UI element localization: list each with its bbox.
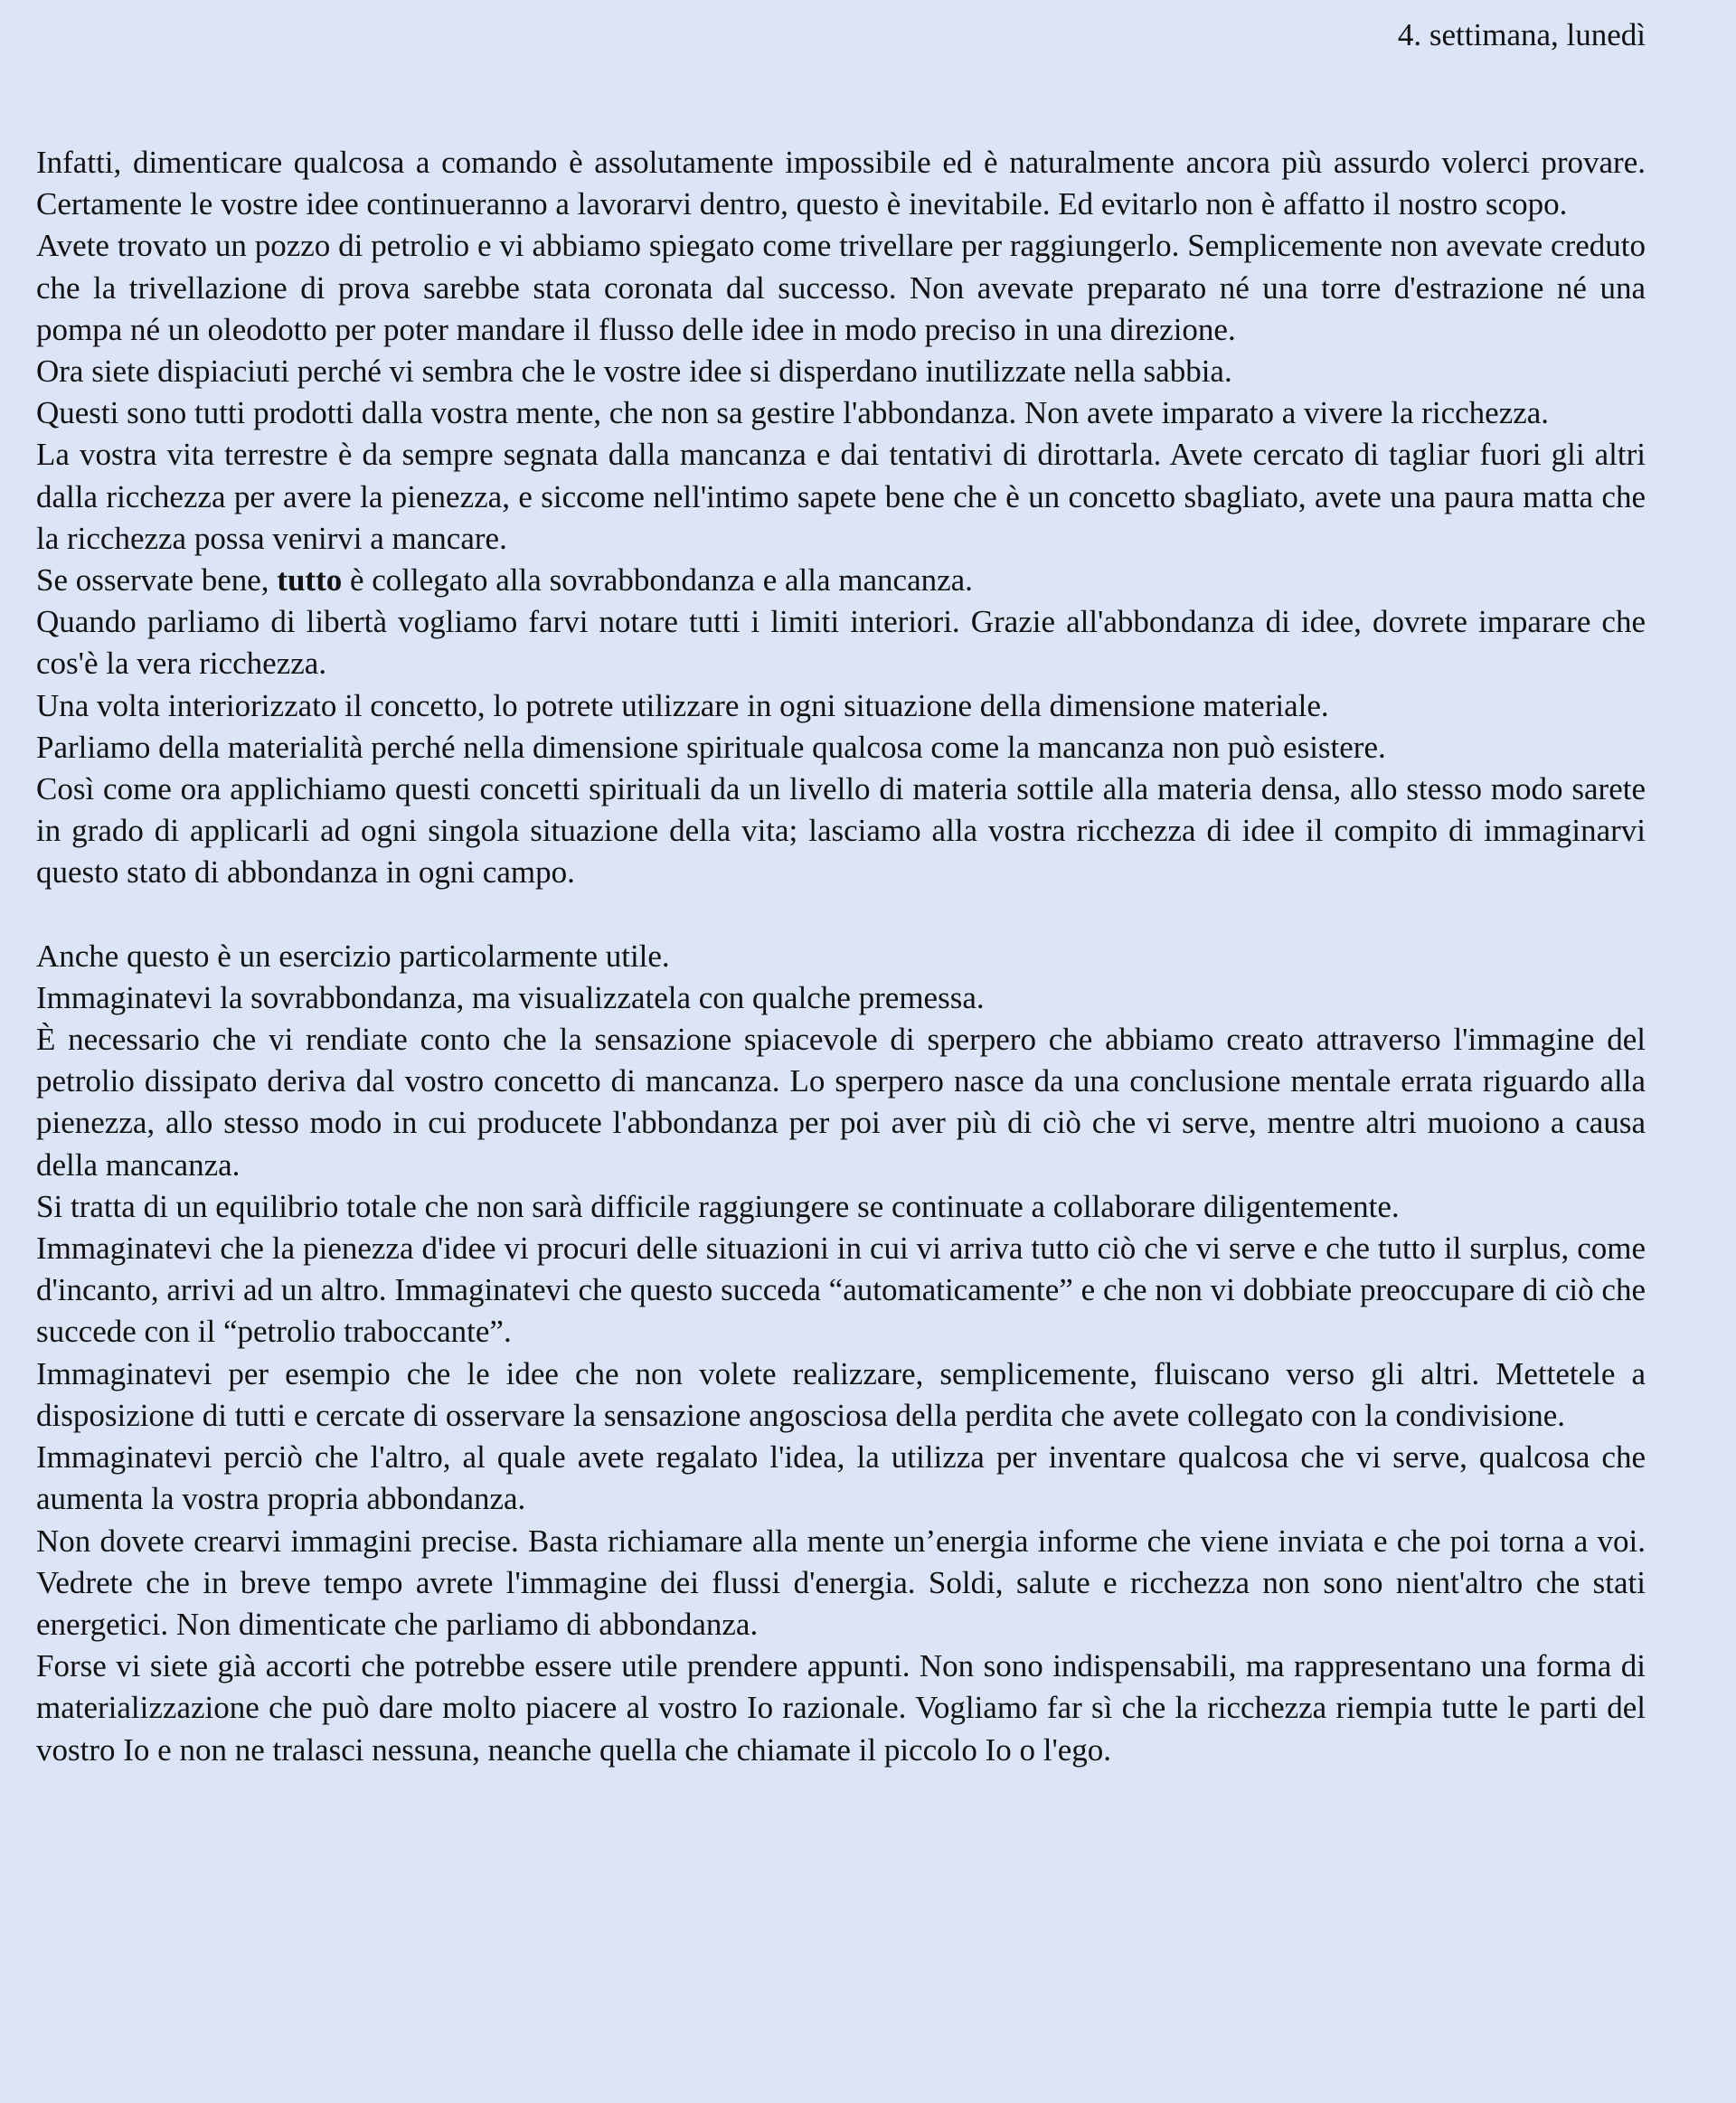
page-header [1398, 14, 1646, 56]
page-title: 4. settimana, lunedì [1397, 17, 1646, 52]
paragraph: È necessario che vi rendiate conto che la sensazione spiacevole di sperpero che abbiamo creato attraverso l'immagine del petrolio dissipato deriva dal vostro concetto di mancanza. Lo sperpero nasce da una conclusione mentale errata riguardo alla pienezza, allo stesso modo in cui producete l'abbondanza per poi aver più di ciò che vi serve, mentre altri muoiono a causa della mancanza. [36, 1022, 1646, 1183]
paragraph: Infatti, dimenticare qualcosa a comando è assolutamente impossibile ed è naturalmente ancora più assurdo volerci provare. Certamente le vostre idee continueranno a lavorarvi dentro, questo è inevitabile. Ed evitarlo non è affatto il nostro scopo. [36, 145, 1646, 222]
section-spacer [36, 894, 1646, 936]
paragraph: Immaginatevi che la pienezza d'idee vi procuri delle situazioni in cui vi arriva tutto ciò che vi serve e che tutto il surplus, come d'incanto, arrivi ad un altro. Immaginatevi che questo succeda “automaticamente” e che non vi dobbiate preoccupare di ciò che succede con il “petrolio traboccante”. [36, 1231, 1646, 1350]
paragraph: Questi sono tutti prodotti dalla vostra mente, che non sa gestire l'abbondanza. Non avete imparato a vivere la ricchezza. [36, 395, 1550, 431]
emphasis-text-before: Se osservate bene, [36, 562, 278, 599]
section-2 [36, 936, 1646, 1771]
emphasis-bold-word: tutto [277, 562, 343, 599]
paragraph: Forse vi siete già accorti che potrebbe essere utile prendere appunti. Non sono indispensabili, ma rappresentano una forma di materializzazione che può dare molto piacere al vostro Io razionale. Vogliamo far sì che la ricchezza riempia tutte le parti del vostro Io e non ne tralasci nessuna, neanche quella che chiamate il piccolo Io o l'ego. [36, 1648, 1646, 1768]
paragraph: Immaginatevi la sovrabbondanza, ma visualizzatela con qualche premessa. [36, 979, 985, 1015]
paragraph: Quando parliamo di libertà vogliamo farvi notare tutti i limiti interiori. Grazie all'abbondanza di idee, dovrete imparare che cos'è la vera ricchezza. [36, 604, 1646, 682]
paragraph: Così come ora applichiamo questi concetti spirituali da un livello di materia sottile alla materia densa, allo stesso modo sarete in grado di applicarli ad ogni singola situazione della vita; lasciamo alla vostra ricchezza di idee il compito di immaginarvi questo stato di abbondanza in ogni campo. [36, 771, 1646, 891]
paragraph: Ora siete dispiaciuti perché vi sembra che le vostre idee si disperdano inutilizzate nella sabbia. [36, 354, 1232, 390]
document-body [36, 142, 1646, 1771]
paragraph: Non dovete crearvi immagini precise. Basta richiamare alla mente un’energia informe che viene inviata e che poi torna a voi. Vedrete che in breve tempo avrete l'immagine dei flussi d'energia. Soldi, salute e ricchezza non sono nient'altro che stati energetici. Non dimenticate che parliamo di abbondanza. [36, 1523, 1646, 1642]
paragraph: Avete trovato un pozzo di petrolio e vi abbiamo spiegato come trivellare per raggiungerlo. Semplicemente non avevate creduto che la trivellazione di prova sarebbe stata coronata dal successo. Non avevate preparato né una torre d'estrazione né una pompa né un oleodotto per poter mandare il flusso delle idee in modo preciso in una direzione. [36, 228, 1646, 347]
paragraph: Parliamo della materialità perché nella dimensione spirituale qualcosa come la mancanza non può esistere. [36, 729, 1386, 765]
paragraph: Immaginatevi perciò che l'altro, al quale avete regalato l'idea, la utilizza per inventare qualcosa che vi serve, qualcosa che aumenta la vostra propria abbondanza. [36, 1439, 1646, 1517]
emphasis-paragraph [36, 560, 1646, 601]
paragraph: Si tratta di un equilibrio totale che non sarà difficile raggiungere se continuate a collaborare diligentemente. [36, 1188, 1400, 1224]
paragraph: Anche questo è un esercizio particolarmente utile. [36, 938, 670, 974]
section-1 [36, 142, 1646, 894]
paragraph: La vostra vita terrestre è da sempre segnata dalla mancanza e dai tentativi di dirottarla. Avete cercato di tagliar fuori gli altri dalla ricchezza per avere la pienezza, e siccome nell'intimo sapete bene che è un concetto sbagliato, avete una paura matta che la ricchezza possa venirvi a mancare. [36, 437, 1646, 556]
emphasis-text-after: è collegato alla sovrabbondanza e alla mancanza. [342, 562, 973, 599]
paragraph: Una volta interiorizzato il concetto, lo potrete utilizzare in ogni situazione della dimensione materiale. [36, 687, 1329, 723]
paragraph: Immaginatevi per esempio che le idee che non volete realizzare, semplicemente, fluiscano verso gli altri. Mettetele a disposizione di tutti e cercate di osservare la sensazione angosciosa della perdita che avete collegato con la condivisione. [36, 1355, 1646, 1433]
